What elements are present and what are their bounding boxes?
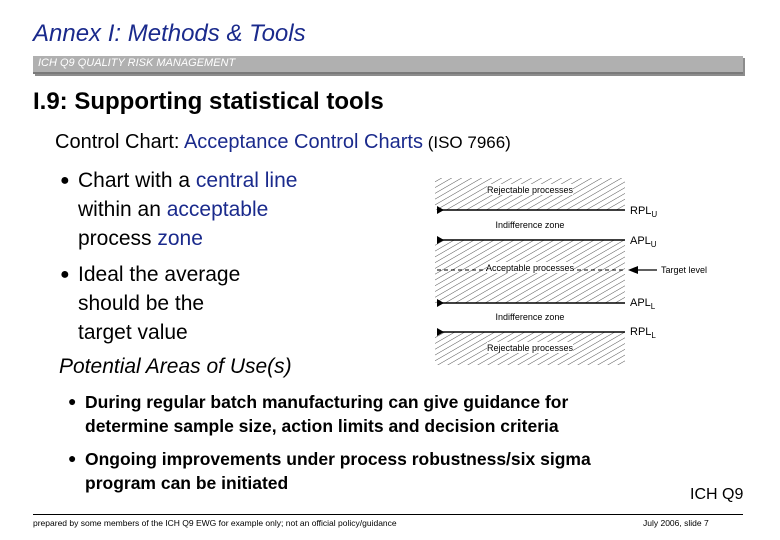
bullet-text-highlight: acceptable (166, 198, 269, 221)
control-chart-highlight: Acceptance Control Charts (183, 131, 423, 153)
target-arrow-icon (628, 266, 638, 274)
bullet-text-highlight: central line (195, 169, 298, 192)
footer-slide-info: July 2006, slide 7 (643, 518, 709, 528)
target-level-label: Target level (661, 265, 708, 275)
control-chart-prefix: Control Chart: (55, 131, 184, 153)
bullet-line (60, 195, 297, 224)
rpl-upper-label: $RPL_U$ (630, 205, 658, 219)
bullet-line (60, 318, 240, 347)
use-line (68, 389, 568, 414)
bullet-line (60, 166, 297, 195)
bullet-text: within an (78, 198, 167, 221)
bullet-central-line (60, 166, 297, 253)
subtitle-text: ICH Q9 QUALITY RISK MANAGEMENT (38, 57, 236, 69)
annex-title: Annex I: Methods & Tools (33, 20, 306, 47)
use-item (68, 389, 568, 438)
use-item (68, 446, 591, 495)
use-text: program can be initiated (85, 473, 289, 493)
bullet-text: Chart with a (78, 169, 196, 192)
use-text: During regular batch manufacturing can give guidance for (85, 392, 569, 412)
zone-label-rejectable-bottom: Rejectable processes (486, 343, 574, 353)
use-text: determine sample size, action limits and decision criteria (85, 416, 559, 436)
use-line (68, 414, 568, 438)
bullet-dot-icon: ● (60, 266, 70, 283)
control-chart-line (55, 131, 511, 154)
bullet-ideal-average (60, 260, 240, 347)
bullet-text: target value (78, 321, 188, 344)
bullet-dot-icon: ● (68, 393, 77, 409)
footer-divider (33, 514, 743, 515)
bullet-dot-icon: ● (60, 172, 70, 189)
use-text: Ongoing improvements under process robustness/six sigma (85, 449, 591, 469)
acceptance-zone-diagram (425, 170, 715, 375)
zone-label-acceptable: Acceptable processes (485, 263, 575, 273)
bullet-text: process (78, 227, 158, 250)
bullet-text: Ideal the average (78, 263, 241, 286)
control-chart-suffix: (ISO 7966) (422, 133, 511, 152)
rpl-lower-label: $RPL_L$ (630, 326, 656, 340)
zone-label-indifference-bottom: Indifference zone (495, 312, 565, 322)
bullet-text-highlight: zone (157, 227, 203, 250)
section-title: I.9: Supporting statistical tools (33, 88, 384, 115)
footer-disclaimer: prepared by some members of the ICH Q9 EWG for example only; not an official policy/guidance (33, 518, 397, 528)
bullet-text: should be the (78, 292, 205, 315)
bullet-dot-icon: ● (68, 450, 77, 466)
bullet-line (60, 289, 240, 318)
areas-heading: Potential Areas of Use(s) (59, 355, 292, 378)
zone-label-indifference-top: Indifference zone (495, 220, 565, 230)
zone-label-rejectable-top: Rejectable processes (486, 185, 574, 195)
bullet-line (60, 260, 240, 289)
use-line (68, 471, 591, 495)
bullet-line (60, 224, 297, 253)
apl-lower-label: $APL_L$ (630, 297, 656, 311)
ich-mark: ICH Q9 (690, 486, 744, 503)
use-line (68, 446, 591, 471)
apl-upper-label: $APL_U$ (630, 235, 657, 249)
